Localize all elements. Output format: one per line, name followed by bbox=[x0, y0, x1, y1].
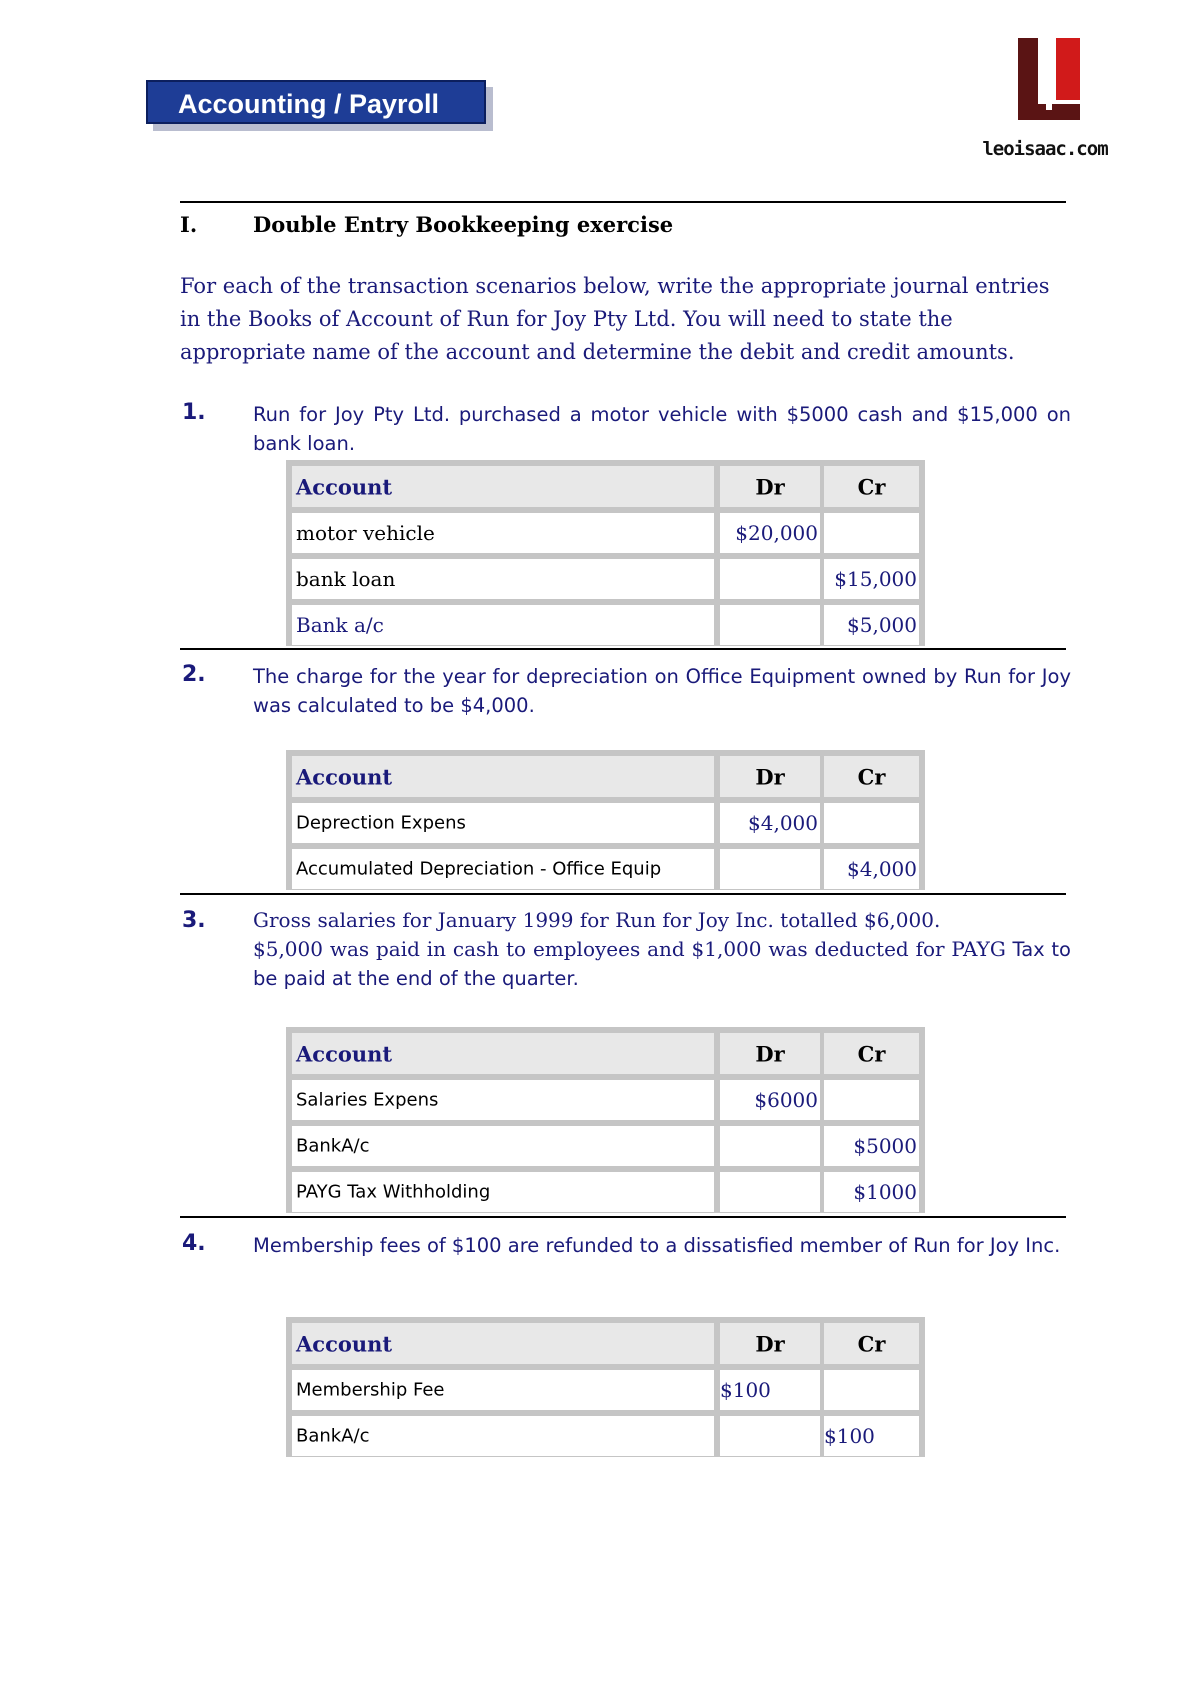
section-title: Double Entry Bookkeeping exercise bbox=[253, 212, 674, 237]
header-dr: Dr bbox=[755, 1041, 785, 1066]
table-row bbox=[286, 1370, 925, 1410]
account-cell: Membership Fee bbox=[296, 1379, 445, 1401]
dr-cell: $6000 bbox=[754, 1088, 818, 1112]
table-header-row bbox=[286, 756, 925, 797]
table-row bbox=[286, 849, 925, 889]
table-row bbox=[286, 513, 925, 553]
question-text: The charge for the year for depreciation on Office Equipment owned by Run for Joy was calculated to be $4,000. bbox=[253, 665, 1071, 717]
account-cell: Salaries Expens bbox=[296, 1089, 439, 1111]
journal-table bbox=[286, 1027, 925, 1213]
journal-table bbox=[286, 460, 925, 646]
header-cr: Cr bbox=[857, 1331, 886, 1356]
question-text-line: Tax to be paid at the end of the quarter. bbox=[253, 938, 1071, 990]
cr-cell: $100 bbox=[824, 1424, 875, 1448]
header-dr: Dr bbox=[755, 1331, 785, 1356]
table-row bbox=[286, 1080, 925, 1120]
cr-cell: $15,000 bbox=[834, 567, 917, 591]
question-text-line: $5,000 was paid in cash to employees and $1,000 was deducted for PAYG bbox=[253, 937, 1006, 961]
cr-cell: $5000 bbox=[853, 1134, 917, 1158]
account-cell: PAYG Tax Withholding bbox=[296, 1181, 491, 1203]
dr-cell: $4,000 bbox=[748, 811, 818, 835]
table-row bbox=[286, 559, 925, 599]
question-text-line: Gross salaries for January 1999 for Run for Joy Inc. totalled $6,000. bbox=[253, 908, 941, 932]
divider bbox=[180, 648, 1066, 650]
account-cell: BankA/c bbox=[296, 1135, 370, 1157]
header-account: Account bbox=[296, 764, 393, 789]
question-number: 1. bbox=[182, 400, 206, 425]
cr-cell: $5,000 bbox=[847, 613, 917, 637]
account-cell: motor vehicle bbox=[296, 521, 435, 545]
question-number: 2. bbox=[182, 662, 206, 687]
question-number: 4. bbox=[182, 1231, 206, 1256]
dr-cell: $100 bbox=[720, 1378, 771, 1402]
account-cell: Accumulated Depreciation - Office Equip bbox=[296, 858, 662, 880]
question-number: 3. bbox=[182, 908, 206, 933]
divider bbox=[180, 893, 1066, 895]
account-cell: bank loan bbox=[296, 567, 396, 591]
journal-table bbox=[286, 1317, 925, 1457]
cr-cell: $4,000 bbox=[847, 857, 917, 881]
header-account: Account bbox=[296, 1041, 393, 1066]
divider bbox=[180, 1216, 1066, 1218]
question-text: Membership fees of $100 are refunded to a dissatisfied member of Run for Joy Inc. bbox=[253, 1234, 1061, 1257]
section-number: I. bbox=[180, 212, 198, 237]
table-row bbox=[286, 605, 925, 645]
table-row bbox=[286, 1416, 925, 1456]
account-cell: BankA/c bbox=[296, 1425, 370, 1447]
page-header-banner: Accounting / Payroll bbox=[146, 80, 486, 124]
divider bbox=[180, 201, 1066, 203]
table-header-row bbox=[286, 466, 925, 507]
header-cr: Cr bbox=[857, 764, 886, 789]
table-row bbox=[286, 1172, 925, 1212]
logo-text: leoisaac.com bbox=[982, 138, 1108, 160]
header-cr: Cr bbox=[857, 474, 886, 499]
header-dr: Dr bbox=[755, 474, 785, 499]
header-cr: Cr bbox=[857, 1041, 886, 1066]
cr-cell: $1000 bbox=[853, 1180, 917, 1204]
question-text: Run for Joy Pty Ltd. purchased a motor vehicle with $5000 cash and $15,000 on bank loan. bbox=[253, 403, 1071, 455]
header-account: Account bbox=[296, 1331, 393, 1356]
header-dr: Dr bbox=[755, 764, 785, 789]
account-cell: Deprection Expens bbox=[296, 812, 466, 834]
header-account: Account bbox=[296, 474, 393, 499]
journal-table bbox=[286, 750, 925, 890]
intro-paragraph: For each of the transaction scenarios below, write the appropriate journal entries in the Books of Account of Run for Joy Pty Ltd. You will need to state the appropriate name of the account and determine the debit and credit amounts. bbox=[180, 274, 1050, 364]
leoisaac-logo-icon bbox=[1010, 38, 1088, 120]
table-row bbox=[286, 803, 925, 843]
table-header-row bbox=[286, 1033, 925, 1074]
question-text bbox=[253, 906, 1071, 993]
table-row bbox=[286, 1126, 925, 1166]
table-header-row bbox=[286, 1323, 925, 1364]
dr-cell: $20,000 bbox=[735, 521, 818, 545]
account-cell: Bank a/c bbox=[296, 613, 384, 637]
